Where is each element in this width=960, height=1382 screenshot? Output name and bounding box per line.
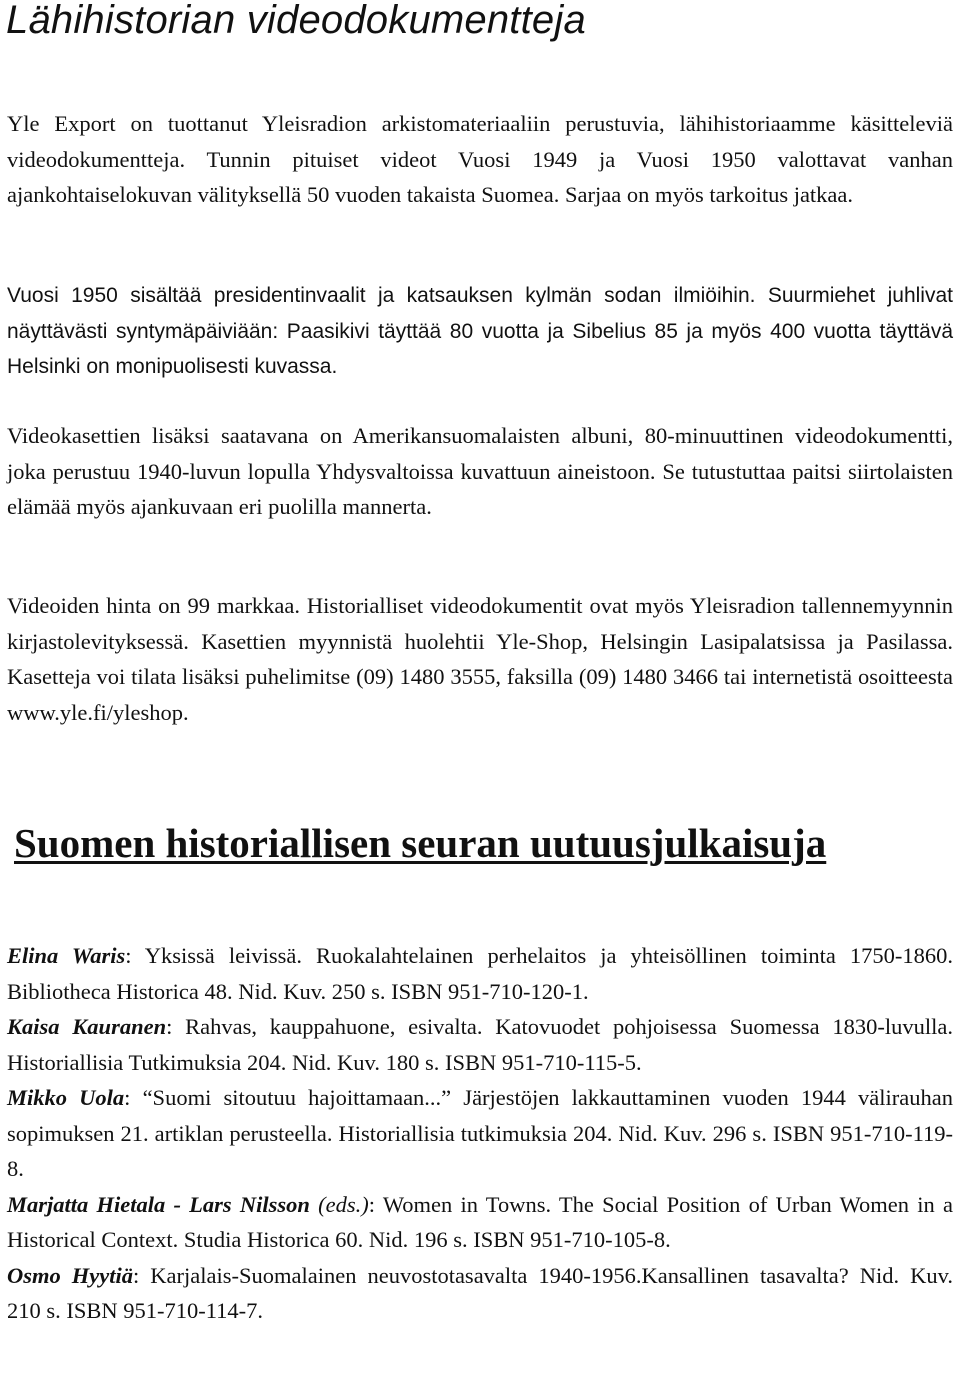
publication-separator: : xyxy=(368,1191,383,1217)
publication-details: Yksissä leivissä. Ruokalahtelainen perhelaitos ja yhteisöllinen toiminta 1750-1860. Bibliotheca Historica 48. Nid. Kuv. 250 s. ISBN 951-710-120-1. xyxy=(7,943,954,1004)
publication-author: Mikko Uola xyxy=(7,1085,125,1110)
publication-item xyxy=(7,938,953,1009)
publication-details: Women in Towns. The Social Position of Urban Women in a Historical Context. Studia Historica 60. Nid. 196 s. ISBN 951-710-105-8. xyxy=(7,1191,953,1252)
section-title: Suomen historiallisen seuran uutuusjulkaisuja xyxy=(14,820,827,866)
publication-editor-note: (eds.) xyxy=(309,1191,369,1217)
paragraph-pricing: Videoiden hinta on 99 markkaa. Historialliset videodokumentit ovat myös Yleisradion tallennemyynnin kirjastolevityksessä. Kasettien myynnistä huolehtii Yle-Shop, Helsingin Lasipalatsissa ja Pasilassa. Kasetteja voi tilata lisäksi puhelimitse (09) 1480 3555, faksilla (09) 1480 3466 tai internetistä osoitteesta www.yle.fi/yleshop. xyxy=(7,593,953,725)
publication-author: Kaisa Kauranen xyxy=(7,1014,167,1039)
publication-author: Osmo Hyytiä xyxy=(7,1262,133,1288)
publication-author: Elina Waris xyxy=(7,943,126,968)
publication-author: Marjatta Hietala - Lars Nilsson xyxy=(7,1191,310,1217)
paragraph-intro: Yle Export on tuottanut Yleisradion arkistomateriaaliin perustuvia, lähihistoriaamme käsitteleviä videodokumentteja. Tunnin pituiset videot Vuosi 1949 ja Vuosi 1950 valottavat vanhan ajankohtaiselokuvan välityksellä 50 vuoden takaista Suomea. Sarjaa on myös tarkoitus jatkaa. xyxy=(7,111,953,207)
publication-separator: : xyxy=(166,1014,186,1039)
publication-item xyxy=(7,1187,953,1258)
publication-details: Karjalais-Suomalainen neuvostotasavalta 1940-1956.Kansallinen tasavalta? Nid. Kuv. 210 s. ISBN 951-710-114-7. xyxy=(7,1262,953,1323)
publication-list xyxy=(7,938,953,1329)
paragraph-vuosi-1950: Vuosi 1950 sisältää presidentinvaalit ja katsauksen kylmän sodan ilmiöihin. Suurmiehet juhlivat näyttävästi syntymäpäiviään: Paasikivi täyttää 80 vuotta ja Sibelius 85 ja myös 400 vuotta täyttävä Helsinki on monipuolisesti kuvassa. xyxy=(7,284,953,378)
publication-details: Rahvas, kauppahuone, esivalta. Katovuodet pohjoisessa Suomessa 1830-luvulla. Historiallisia Tutkimuksia 204. Nid. Kuv. 180 s. ISBN 951-710-115-5. xyxy=(7,1014,953,1075)
publication-separator: : xyxy=(124,1085,143,1110)
publication-item xyxy=(7,1258,953,1329)
paragraph-amerikansuomalaiset: Videokasettien lisäksi saatavana on Amerikansuomalaisten albuni, 80-minuuttinen videodokumentti, joka perustuu 1940-luvun lopulla Yhdysvaltoissa kuvattuun aineistoon. Se tutustuttaa paitsi siirtolaisten elämää myös ajankuvaan eri puolilla mannerta. xyxy=(7,423,953,519)
publication-details: “Suomi sitoutuu hajoittamaan...” Järjestöjen lakkauttaminen vuoden 1944 välirauhan sopimuksen 21. artiklan perusteella. Historiallisia tutkimuksia 204. Nid. Kuv. 296 s. ISBN 951-710-119-8. xyxy=(7,1085,953,1181)
page-title: Lähihistorian videodokumentteja xyxy=(6,0,586,42)
publication-item xyxy=(7,1009,953,1080)
publication-separator: : xyxy=(125,943,145,968)
publication-separator: : xyxy=(133,1262,151,1288)
publication-item xyxy=(7,1080,953,1187)
